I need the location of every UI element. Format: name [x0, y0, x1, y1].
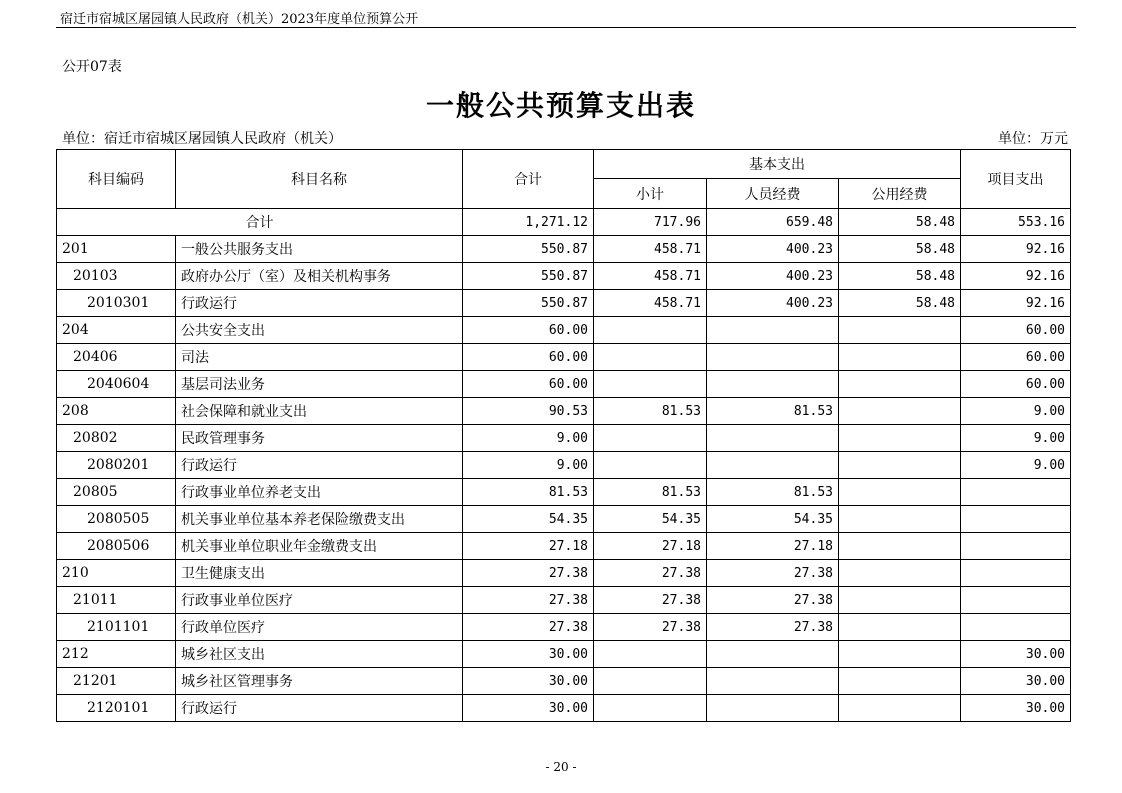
- subtotal-cell: [594, 641, 707, 668]
- page-title: 一般公共预算支出表: [425, 89, 696, 122]
- total-cell: 30.00: [463, 695, 594, 722]
- personnel-cell: 659.48: [707, 209, 839, 236]
- subtotal-cell: 717.96: [594, 209, 707, 236]
- total-cell: 30.00: [463, 641, 594, 668]
- public-cell: [839, 452, 961, 479]
- table-row: [57, 398, 1071, 425]
- code-cell: 2101101: [57, 614, 176, 641]
- project-cell: 9.00: [961, 398, 1071, 425]
- project-cell: 9.00: [961, 425, 1071, 452]
- table-row: [57, 452, 1071, 479]
- subtotal-cell: [594, 452, 707, 479]
- project-cell: [961, 533, 1071, 560]
- public-cell: [839, 641, 961, 668]
- name-cell: 公共安全支出: [176, 317, 463, 344]
- personnel-cell: [707, 695, 839, 722]
- project-cell: [961, 506, 1071, 533]
- code-cell: 2010301: [57, 290, 176, 317]
- public-cell: 58.48: [839, 290, 961, 317]
- table-row: [57, 425, 1071, 452]
- name-cell: 行政单位医疗: [176, 614, 463, 641]
- project-cell: 553.16: [961, 209, 1071, 236]
- total-cell: 30.00: [463, 668, 594, 695]
- personnel-cell: 81.53: [707, 398, 839, 425]
- table-row: [57, 263, 1071, 290]
- code-cell: 20103: [57, 263, 176, 290]
- table-row: [57, 479, 1071, 506]
- subtotal-cell: [594, 371, 707, 398]
- total-cell: 54.35: [463, 506, 594, 533]
- public-cell: [839, 560, 961, 587]
- table-row: [57, 371, 1071, 398]
- personnel-cell: 400.23: [707, 263, 839, 290]
- name-cell: 行政事业单位养老支出: [176, 479, 463, 506]
- public-cell: [839, 479, 961, 506]
- personnel-cell: [707, 641, 839, 668]
- name-cell: 行政运行: [176, 452, 463, 479]
- code-cell: 2080506: [57, 533, 176, 560]
- code-cell: 2120101: [57, 695, 176, 722]
- name-cell: 行政事业单位医疗: [176, 587, 463, 614]
- unit-label: 单位：宿迁市宿城区屠园镇人民政府（机关）: [62, 131, 342, 147]
- total-cell: 60.00: [463, 371, 594, 398]
- budget-table: [56, 149, 1071, 722]
- public-cell: [839, 614, 961, 641]
- total-cell: 27.38: [463, 587, 594, 614]
- subtotal-cell: 27.18: [594, 533, 707, 560]
- total-cell: 550.87: [463, 290, 594, 317]
- personnel-cell: 54.35: [707, 506, 839, 533]
- table-row: [57, 506, 1071, 533]
- personnel-cell: 400.23: [707, 290, 839, 317]
- code-cell: 2080505: [57, 506, 176, 533]
- public-cell: [839, 371, 961, 398]
- project-cell: [961, 560, 1071, 587]
- public-cell: 58.48: [839, 209, 961, 236]
- name-cell: 社会保障和就业支出: [176, 398, 463, 425]
- code-cell: 212: [57, 641, 176, 668]
- total-cell: 27.38: [463, 560, 594, 587]
- public-cell: [839, 668, 961, 695]
- col-header-subtotal: 小计: [594, 179, 707, 209]
- public-cell: 58.48: [839, 263, 961, 290]
- subtotal-cell: 458.71: [594, 290, 707, 317]
- public-cell: [839, 398, 961, 425]
- name-cell: 司法: [176, 344, 463, 371]
- table-row: [57, 695, 1071, 722]
- name-cell: 基层司法业务: [176, 371, 463, 398]
- subtotal-cell: 27.38: [594, 614, 707, 641]
- public-cell: [839, 506, 961, 533]
- project-cell: 30.00: [961, 641, 1071, 668]
- table-row: [57, 641, 1071, 668]
- table-row: [57, 668, 1071, 695]
- project-cell: [961, 587, 1071, 614]
- total-cell: 9.00: [463, 425, 594, 452]
- public-cell: 58.48: [839, 236, 961, 263]
- col-header-basic: 基本支出: [594, 150, 961, 179]
- header-rule: [56, 27, 1076, 28]
- total-cell: 9.00: [463, 452, 594, 479]
- total-cell: 27.18: [463, 533, 594, 560]
- header-row: [57, 150, 1071, 179]
- personnel-cell: 27.38: [707, 614, 839, 641]
- col-header-project: 项目支出: [961, 150, 1071, 209]
- subtotal-cell: 458.71: [594, 263, 707, 290]
- code-cell: 20805: [57, 479, 176, 506]
- page-number: - 20 -: [545, 760, 577, 774]
- project-cell: 60.00: [961, 371, 1071, 398]
- total-label: 合计: [57, 209, 463, 236]
- total-cell: 90.53: [463, 398, 594, 425]
- project-cell: 30.00: [961, 668, 1071, 695]
- total-cell: 81.53: [463, 479, 594, 506]
- subtotal-cell: [594, 668, 707, 695]
- col-header-code: 科目编码: [57, 150, 176, 209]
- subtotal-cell: [594, 425, 707, 452]
- total-cell: 60.00: [463, 317, 594, 344]
- personnel-cell: [707, 425, 839, 452]
- subtotal-cell: [594, 317, 707, 344]
- subtotal-cell: 27.38: [594, 587, 707, 614]
- table-row: [57, 614, 1071, 641]
- code-cell: 21201: [57, 668, 176, 695]
- table-number: 公开07表: [62, 59, 122, 75]
- personnel-cell: 81.53: [707, 479, 839, 506]
- project-cell: 92.16: [961, 236, 1071, 263]
- subtotal-cell: [594, 344, 707, 371]
- public-cell: [839, 695, 961, 722]
- code-cell: 20406: [57, 344, 176, 371]
- personnel-cell: 27.38: [707, 560, 839, 587]
- name-cell: 行政运行: [176, 695, 463, 722]
- code-cell: 210: [57, 560, 176, 587]
- name-cell: 行政运行: [176, 290, 463, 317]
- name-cell: 卫生健康支出: [176, 560, 463, 587]
- name-cell: 机关事业单位基本养老保险缴费支出: [176, 506, 463, 533]
- currency-unit-label: 单位：万元: [998, 131, 1068, 147]
- personnel-cell: 27.38: [707, 587, 839, 614]
- project-cell: 30.00: [961, 695, 1071, 722]
- code-cell: 208: [57, 398, 176, 425]
- table-row: [57, 533, 1071, 560]
- name-cell: 城乡社区管理事务: [176, 668, 463, 695]
- total-cell: 60.00: [463, 344, 594, 371]
- public-cell: [839, 317, 961, 344]
- public-cell: [839, 344, 961, 371]
- table-row: [57, 344, 1071, 371]
- project-cell: [961, 479, 1071, 506]
- subtotal-cell: 458.71: [594, 236, 707, 263]
- public-cell: [839, 533, 961, 560]
- subtotal-cell: 81.53: [594, 398, 707, 425]
- name-cell: 机关事业单位职业年金缴费支出: [176, 533, 463, 560]
- subtotal-cell: 81.53: [594, 479, 707, 506]
- subtotal-cell: [594, 695, 707, 722]
- personnel-cell: [707, 317, 839, 344]
- table-row: [57, 317, 1071, 344]
- project-cell: [961, 614, 1071, 641]
- code-cell: 2080201: [57, 452, 176, 479]
- code-cell: 20802: [57, 425, 176, 452]
- name-cell: 城乡社区支出: [176, 641, 463, 668]
- col-header-personnel: 人员经费: [707, 179, 839, 209]
- project-cell: 60.00: [961, 344, 1071, 371]
- table-row: [57, 290, 1071, 317]
- project-cell: 60.00: [961, 317, 1071, 344]
- project-cell: 92.16: [961, 290, 1071, 317]
- subtotal-cell: 27.38: [594, 560, 707, 587]
- table-row: [57, 587, 1071, 614]
- col-header-total: 合计: [463, 150, 594, 209]
- col-header-public: 公用经费: [839, 179, 961, 209]
- personnel-cell: 27.18: [707, 533, 839, 560]
- col-header-name: 科目名称: [176, 150, 463, 209]
- table-row: [57, 560, 1071, 587]
- project-cell: 9.00: [961, 452, 1071, 479]
- project-cell: 92.16: [961, 263, 1071, 290]
- personnel-cell: [707, 344, 839, 371]
- total-cell: 27.38: [463, 614, 594, 641]
- public-cell: [839, 587, 961, 614]
- personnel-cell: 400.23: [707, 236, 839, 263]
- personnel-cell: [707, 668, 839, 695]
- personnel-cell: [707, 452, 839, 479]
- name-cell: 民政管理事务: [176, 425, 463, 452]
- subtotal-cell: 54.35: [594, 506, 707, 533]
- table-row: [57, 236, 1071, 263]
- public-cell: [839, 425, 961, 452]
- name-cell: 政府办公厅（室）及相关机构事务: [176, 263, 463, 290]
- code-cell: 201: [57, 236, 176, 263]
- total-cell: 1,271.12: [463, 209, 594, 236]
- total-row: [57, 209, 1071, 236]
- total-cell: 550.87: [463, 263, 594, 290]
- running-header: 宿迁市宿城区屠园镇人民政府（机关）2023年度单位预算公开: [60, 12, 419, 27]
- code-cell: 2040604: [57, 371, 176, 398]
- code-cell: 21011: [57, 587, 176, 614]
- name-cell: 一般公共服务支出: [176, 236, 463, 263]
- total-cell: 550.87: [463, 236, 594, 263]
- code-cell: 204: [57, 317, 176, 344]
- personnel-cell: [707, 371, 839, 398]
